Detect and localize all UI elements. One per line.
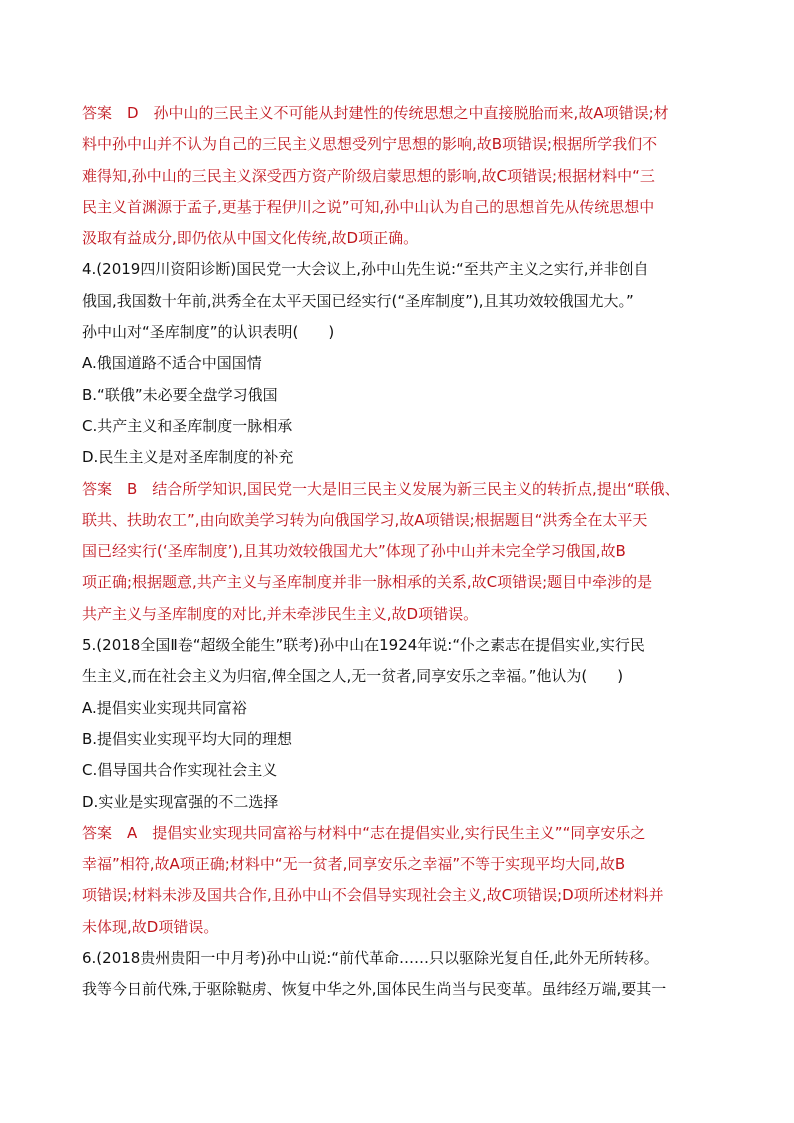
option-c: C.倡导国共合作实现社会主义: [82, 761, 278, 780]
text-line: 幸福”相符,故A项正确;材料中“无一贫者,同享安乐之幸福”不等于实现平均大同,故B: [82, 855, 626, 874]
question-5: [82, 630, 717, 818]
text-line: 答案 D 孙中山的三民主义不可能从封建性的传统思想之中直接脱胎而来,故A项错误;材: [82, 104, 669, 122]
question-stem: 生主义,而在社会主义为归宿,俾全国之人,无一贫者,同享安乐之幸福。”他认为( ): [82, 667, 624, 686]
text-line: 难得知,孙中山的三民主义深受西方资产阶级启蒙思想的影响,故C项错误;根据材料中“三: [82, 166, 655, 185]
option-a: A.俄国道路不适合中国国情: [82, 354, 262, 373]
option-d: D.实业是实现富强的不二选择: [82, 792, 279, 811]
text-line: 答案 A 提倡实业实现共同富裕与材料中“志在提倡实业,实行民生主义”“同享安乐之: [82, 823, 646, 842]
option-b: B.提倡实业实现平均大同的理想: [82, 729, 293, 748]
question-stem: 俄国,我国数十年前,洪秀全在太平天国已经实行(“圣库制度”),且其功效较俄国尤大。”: [82, 291, 634, 310]
text-line: 答案 B 结合所学知识,国民党一大是旧三民主义发展为新三民主义的转折点,提出“联俄、: [82, 479, 680, 498]
text-line: 料中孙中山并不认为自己的三民主义思想受列宁思想的影响,故B项错误;根据所学我们不: [82, 135, 658, 154]
text-line: 汲取有益成分,即仍依从中国文化传统,故D项正确。: [82, 229, 419, 248]
option-a: A.提倡实业实现共同富裕: [82, 698, 247, 717]
answer-q4: [82, 474, 717, 630]
text-line: 项正确;根据题意,共产主义与圣库制度并非一脉相承的关系,故C项错误;题目中牵涉的是: [82, 573, 653, 592]
answer-q5: [82, 818, 717, 943]
question-stem: 5.(2018全国Ⅱ卷“超级全能生”联考)孙中山在1924年说:“仆之素志在提倡实业,实行民: [82, 636, 645, 655]
text-line: 国已经实行(‘圣库制度’),且其功效较俄国尤大”体现了孙中山并未完全学习俄国,故B: [82, 542, 626, 561]
question-stem: 孙中山对“圣库制度”的认识表明( ): [82, 323, 335, 342]
question-6: [82, 943, 717, 1006]
answer-q3: [82, 98, 717, 254]
document-page: [82, 98, 717, 1006]
text-line: 未体现,故D项错误。: [82, 917, 219, 936]
question-stem: 6.(2018贵州贵阳一中月考)孙中山说:“前代革命……只以驱除光复自任,此外无所转移。: [82, 949, 659, 968]
question-4: [82, 254, 717, 473]
option-b: B.“联俄”未必要全盘学习俄国: [82, 385, 278, 404]
text-line: 项错误;材料未涉及国共合作,且孙中山不会倡导实现社会主义,故C项错误;D项所述材料并: [82, 886, 664, 905]
option-d: D.民生主义是对圣库制度的补充: [82, 448, 294, 467]
text-line: 民主义首渊源于孟子,更基于程伊川之说”可知,孙中山认为自己的思想首先从传统思想中: [82, 197, 655, 216]
text-line: 共产主义与圣库制度的对比,并未牵涉民生主义,故D项错误。: [82, 604, 479, 623]
question-stem: 4.(2019四川资阳诊断)国民党一大会议上,孙中山先生说:“至共产主义之实行,并非创自: [82, 260, 649, 279]
text-line: 联共、扶助农工”,由向欧美学习转为向俄国学习,故A项错误;根据题目“洪秀全在太平天: [82, 510, 648, 529]
question-stem: 我等今日前代殊,于驱除鞑虏、恢复中华之外,国体民生尚当与民变革。虽纬经万端,要其一: [82, 980, 667, 999]
option-c: C.共产主义和圣库制度一脉相承: [82, 416, 293, 435]
